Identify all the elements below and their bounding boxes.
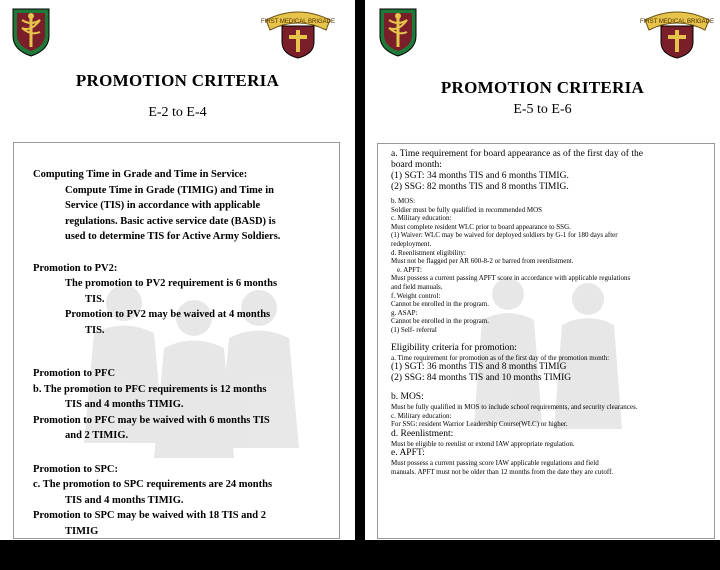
criteria-line: d. Reenlistment:	[391, 429, 711, 440]
paragraph-line: The promotion to PV2 requirement is 6 months	[33, 276, 335, 292]
paragraph-line: TIS.	[33, 323, 335, 339]
paragraph-line: Promotion to SPC:	[33, 462, 335, 478]
criteria-line: b. MOS:	[391, 197, 711, 206]
criteria-paragraph	[33, 261, 335, 339]
criteria-line: c. Military education:	[391, 412, 711, 421]
paragraph-line: Promotion to PFC	[33, 366, 335, 382]
paragraph-line: Compute Time in Grade (TIMIG) and Time in	[33, 183, 335, 199]
paragraph-line: Promotion to SPC may be waived with 18 TIS and 2	[33, 508, 335, 524]
criteria-line: (1) Waiver: WLC may be waived for deployed soldiers by G-1 for 180 days after	[391, 231, 711, 240]
slide-right	[365, 0, 720, 540]
paragraph-line: Promotion to PV2:	[33, 261, 335, 277]
criteria-line: redeployment.	[391, 240, 711, 249]
criteria-line: (2) SSG: 84 months TIS and 10 months TIMIG	[391, 373, 711, 384]
paragraph-line: and 2 TIMIG.	[33, 428, 335, 444]
paragraph-line: regulations. Basic active service date (BASD) is	[33, 214, 335, 230]
criteria-line: (1) Self- referral	[391, 326, 711, 335]
criteria-line: Must be eligible to reenlist or extend IAW appropriate regulation.	[391, 440, 711, 449]
paragraph-line: * Soldiers must not be flagged or barred from	[33, 539, 335, 555]
criteria-paragraph	[33, 366, 335, 444]
page-subtitle: E-5 to E-6	[365, 102, 720, 118]
criteria-paragraph	[33, 462, 335, 570]
criteria-line: Must possess a current passing score IAW applicable regulations and field	[391, 459, 711, 468]
medical-brigade-insignia-icon	[377, 6, 419, 58]
paragraph-line: Promotion to PFC may be waived with 6 months TIS	[33, 413, 335, 429]
paragraph-line: reenlistment.*	[33, 555, 335, 570]
page-title: PROMOTION CRITERIA	[0, 71, 355, 91]
criteria-line: a. Time requirement for board appearance as of the first day of the	[391, 149, 711, 160]
criteria-line: board month:	[391, 160, 711, 171]
paragraph-line: used to determine TIS for Active Army Soldiers.	[33, 229, 335, 245]
page-subtitle: E-2 to E-4	[0, 105, 355, 121]
criteria-paragraph	[33, 167, 335, 245]
criteria-line: e. APFT:	[391, 266, 711, 275]
medical-brigade-insignia-icon	[10, 6, 52, 58]
slide-left	[0, 0, 355, 540]
criteria-line: Cannot be enrolled in the program.	[391, 300, 711, 309]
criteria-line: For SSG: resident Warrior Leadership Course(WLC) or higher.	[391, 420, 711, 429]
criteria-line: Eligibility criteria for promotion:	[391, 343, 711, 354]
criteria-line: e. APFT:	[391, 448, 711, 459]
unit-crest-icon	[641, 2, 713, 60]
criteria-line: Soldier must be fully qualified in recommended MOS	[391, 206, 711, 215]
paragraph-line: Computing Time in Grade and Time in Service:	[33, 167, 335, 183]
paragraph-line: TIS.	[33, 292, 335, 308]
criteria-line: a. Time requirement for promotion as of the first day of the promotion month:	[391, 354, 711, 363]
paragraph-line: c. The promotion to SPC requirements are 24 months	[33, 477, 335, 493]
criteria-line: Must not be flagged per AR 600-8-2 or barred from reenlistment.	[391, 257, 711, 266]
paragraph-line: TIMIG	[33, 524, 335, 540]
criteria-line: g. ASAP:	[391, 309, 711, 318]
paragraph-line: Promotion to PV2 may be waived at 4 months	[33, 307, 335, 323]
crest-motto: FIRST MEDICAL BRIGADE	[640, 19, 714, 25]
criteria-line: f. Weight control:	[391, 292, 711, 301]
unit-crest-icon	[262, 2, 334, 60]
content-box	[13, 142, 340, 539]
criteria-line: Cannot be enrolled in the program.	[391, 317, 711, 326]
criteria-line: Must complete resident WLC prior to board appearance to SSG.	[391, 223, 711, 232]
paragraph-line: b. The promotion to PFC requirements is 12 months	[33, 382, 335, 398]
criteria-line: (2) SSG: 82 months TIS and 8 months TIMIG.	[391, 182, 711, 193]
page-title: PROMOTION CRITERIA	[365, 78, 720, 98]
criteria-line: c. Military education:	[391, 214, 711, 223]
content-box	[377, 143, 715, 539]
criteria-line: manuals. APFT must not be older than 12 months from the date they are cutoff.	[391, 468, 711, 477]
criteria-line: Must be fully qualified in MOS to include school requirements, and security clearances.	[391, 403, 711, 412]
paragraph-line: Service (TIS) in accordance with applicable	[33, 198, 335, 214]
criteria-line: (1) SGT: 34 months TIS and 6 months TIMIG.	[391, 171, 711, 182]
criteria-line: d. Reenlistment eligibility:	[391, 249, 711, 258]
crest-motto: FIRST MEDICAL BRIGADE	[261, 19, 335, 25]
criteria-line: b. MOS:	[391, 392, 711, 403]
criteria-line: (1) SGT: 36 months TIS and 8 months TIMIG	[391, 362, 711, 373]
criteria-line: Must possess a current passing APFT score in accordance with applicable regulations	[391, 274, 711, 283]
paragraph-line: TIS and 4 months TIMIG.	[33, 397, 335, 413]
criteria-line: and field manuals.	[391, 283, 711, 292]
paragraph-line: TIS and 4 months TIMIG.	[33, 493, 335, 509]
